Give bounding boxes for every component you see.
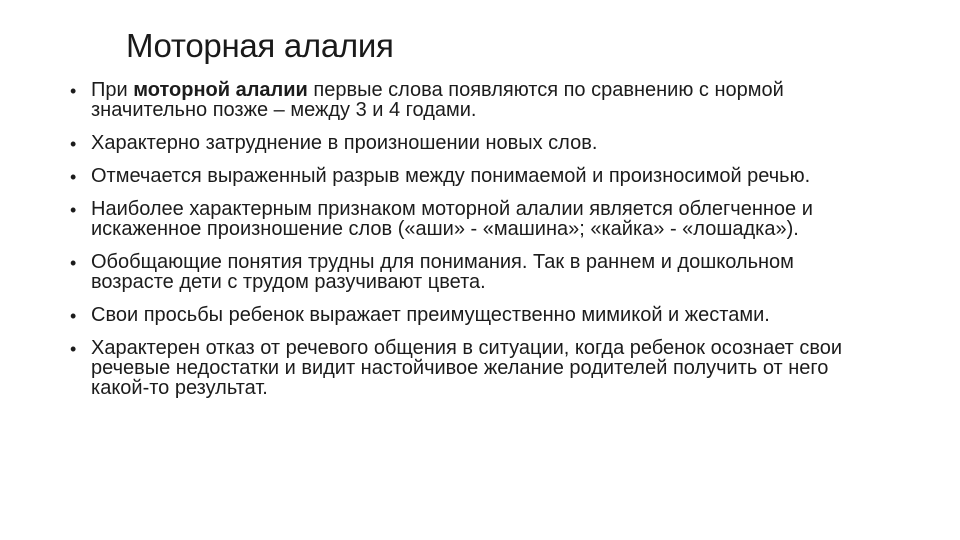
list-item <box>70 305 870 325</box>
bullet-icon: • <box>70 253 77 273</box>
bullet-icon: • <box>70 134 77 154</box>
bullet-text: Характерно затруднение в произношении новых слов. <box>91 132 598 154</box>
bullet-text: Характерен отказ от речевого общения в ситуации, когда ребенок осознает свои речевые недостатки и видит настойчивое желание родителей получить от него какой-то результат. <box>91 337 843 399</box>
bullet-text-bold: моторной алалии <box>133 79 308 101</box>
list-item <box>70 199 870 239</box>
list-item <box>70 133 870 153</box>
list-item <box>70 252 870 292</box>
list-item <box>70 80 870 120</box>
bullet-text: Свои просьбы ребенок выражает преимущественно мимикой и жестами. <box>91 304 770 326</box>
slide-title: Моторная алалия <box>126 27 394 64</box>
bullet-text-lead: При <box>91 79 134 101</box>
bullet-text: Наиболее характерным признаком моторной алалии является облегченное и искаженное произношение слов («аши» - «машина»; «кайка» - «лошадка»). <box>91 198 813 240</box>
list-item <box>70 338 870 398</box>
bullet-icon: • <box>70 339 77 359</box>
bullet-text <box>91 79 784 121</box>
list-item <box>70 166 870 186</box>
bullet-text: Обобщающие понятия трудны для понимания. Так в раннем и дошкольном возрасте дети с трудом разучивают цвета. <box>91 251 794 293</box>
bullet-icon: • <box>70 306 77 326</box>
bullet-icon: • <box>70 167 77 187</box>
bullet-text: Отмечается выраженный разрыв между понимаемой и произносимой речью. <box>91 165 811 187</box>
bullet-text-tail: первые слова появляются по сравнению с нормой значительно позже – между 3 и 4 годами. <box>91 79 784 121</box>
bullet-list <box>70 80 870 411</box>
bullet-icon: • <box>70 200 77 220</box>
bullet-icon: • <box>70 81 77 101</box>
